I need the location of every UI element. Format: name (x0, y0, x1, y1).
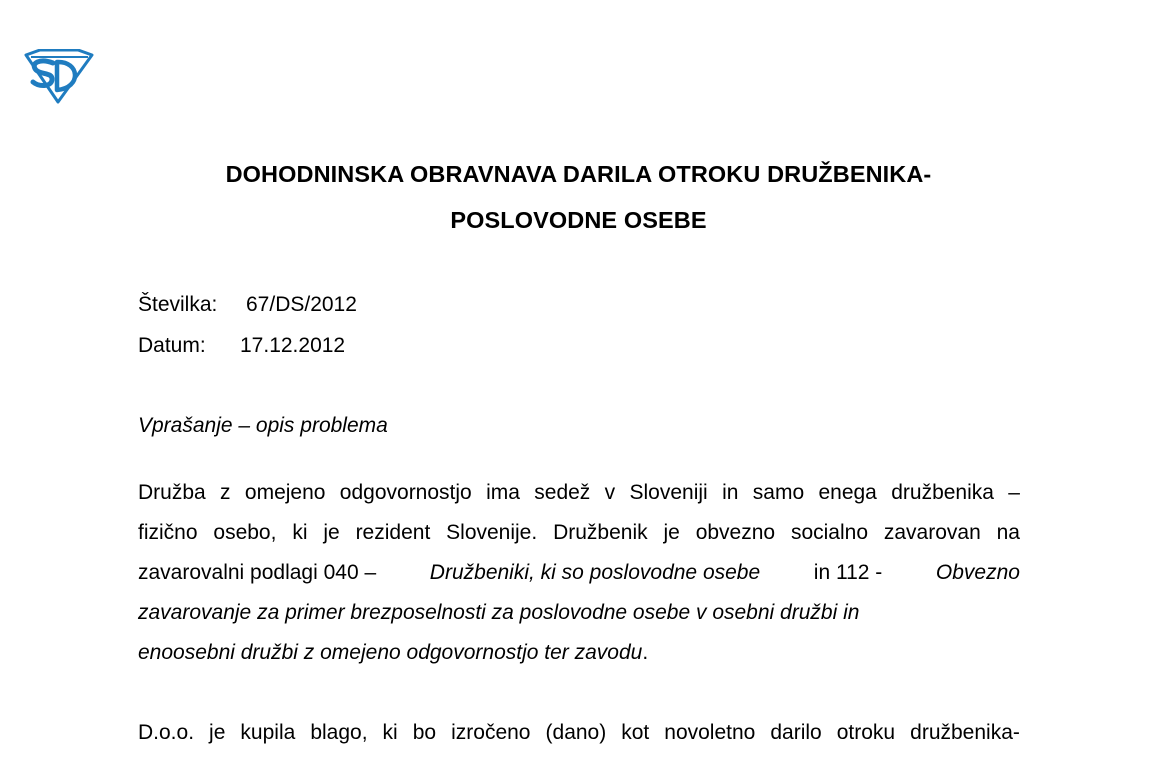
section-heading: Vprašanje – opis problema (138, 414, 388, 437)
document-date-value: 17.12.2012 (240, 334, 346, 357)
paragraph-emphasis: enoosebni družbi z omejeno odgovornostjo ter zavodu (138, 641, 643, 664)
document-title-line-2: POSLOVODNE OSEBE (450, 207, 707, 233)
document-title-line-1: DOHODNINSKA OBRAVNAVA DARILA OTROKU DRUŽBENIKA- (225, 161, 932, 187)
document-date-row (138, 333, 346, 359)
paragraph-gift-purchase (138, 720, 1020, 760)
paragraph-text: zavarovalni podlagi 040 – (138, 561, 377, 584)
paragraph-line: Družba z omejeno odgovornostjo ima sedež v Sloveniji in samo enega družbenika – (138, 481, 1020, 504)
sd-diamond-logo-icon (22, 49, 96, 104)
paragraph-emphasis: Družbeniki, ki so poslovodne osebe (429, 561, 761, 584)
document-number-label: Številka: (138, 293, 218, 316)
paragraph-emphasis: Obvezno (935, 561, 1020, 584)
paragraph-line: fizično osebo, ki je rezident Slovenije. Družbenik je obvezno socialno zavarovan na (138, 521, 1020, 544)
paragraph-problem-description (138, 480, 1020, 680)
document-date-label: Datum: (138, 334, 206, 357)
paragraph-emphasis: zavarovanje za primer brezposelnosti za poslovodne osebe v osebni družbi in (138, 601, 860, 624)
document-number-value: 67/DS/2012 (246, 293, 357, 316)
paragraph-line (138, 560, 1020, 600)
company-logo (22, 49, 96, 104)
paragraph-text: . (642, 641, 649, 664)
paragraph-line: D.o.o. je kupila blago, ki bo izročeno (dano) kot novoletno darilo otroku družbenika- (138, 721, 1020, 744)
paragraph-text: in 112 - (813, 561, 883, 584)
paragraph-line (138, 600, 1020, 640)
document-number-row (138, 292, 357, 318)
paragraph-line (138, 640, 1020, 680)
